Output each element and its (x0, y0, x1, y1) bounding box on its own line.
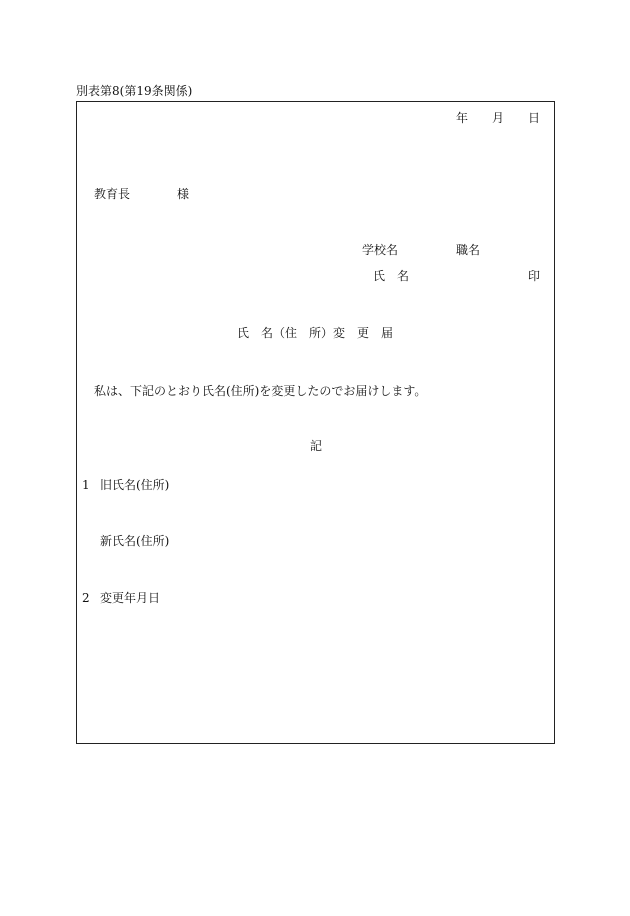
addressee-honorific: 様 (177, 187, 190, 201)
applicant-name-label: 氏 名 (373, 269, 410, 283)
school-name-label: 学校名 (362, 243, 399, 257)
date-day-label: 日 (528, 111, 541, 125)
date-month-label: 月 (492, 111, 505, 125)
form-frame (76, 101, 555, 744)
date-year-label: 年 (456, 111, 469, 125)
notation-mark: 記 (310, 439, 323, 453)
item-number: 1 (82, 478, 90, 492)
item-label-new-name: 新氏名(住所) (100, 534, 170, 548)
seal-mark: 印 (528, 269, 541, 283)
item-number: 2 (82, 591, 90, 605)
addressee-title: 教育長 (94, 187, 131, 201)
form-title: 氏 名（住 所）変 更 届 (236, 326, 393, 340)
item-label-change-date: 変更年月日 (100, 591, 161, 605)
item-label-old-name: 旧氏名(住所) (100, 478, 170, 492)
form-body-text: 私は、下記のとおり氏名(住所)を変更したのでお届けします。 (94, 384, 427, 398)
appendix-label: 別表第8(第19条関係) (76, 84, 193, 98)
position-label: 職名 (456, 243, 481, 257)
